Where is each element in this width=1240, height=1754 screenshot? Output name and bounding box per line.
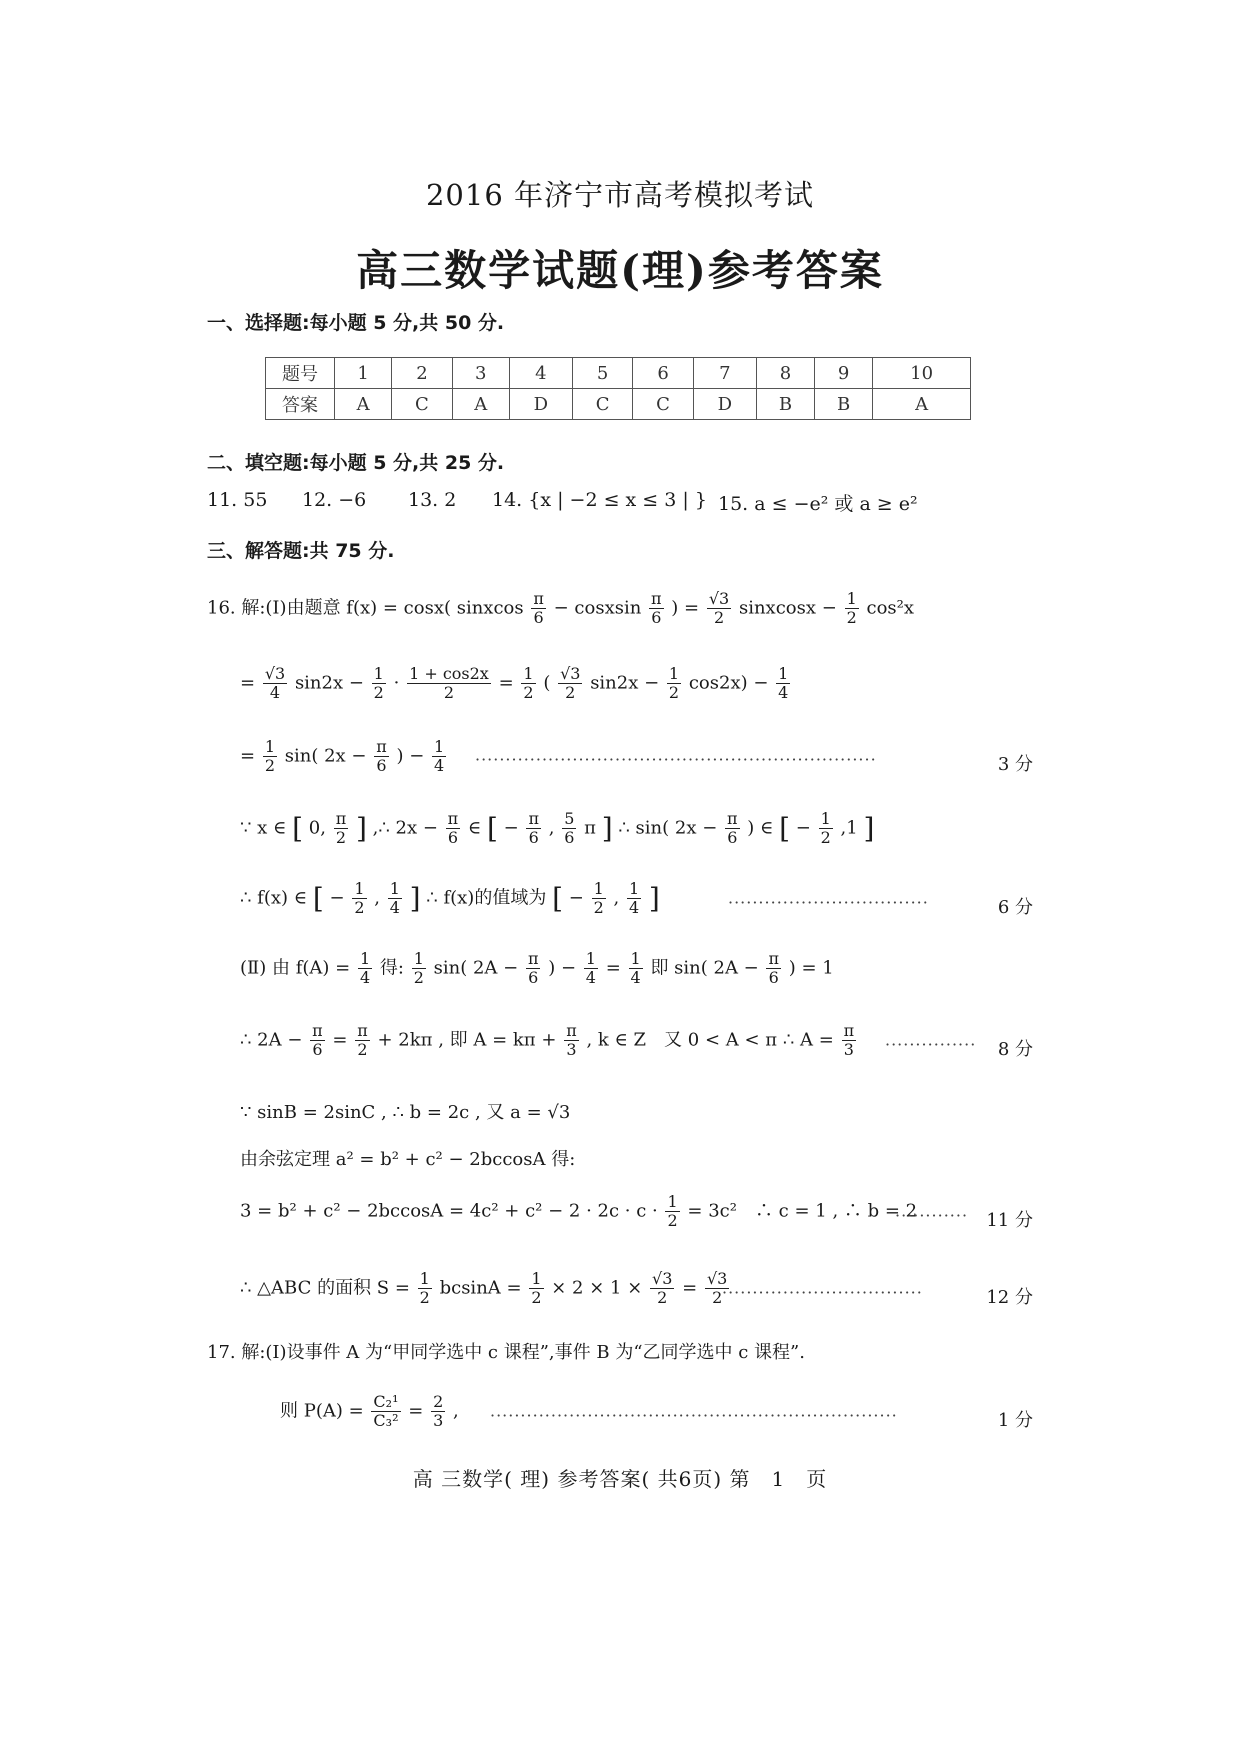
numerator: π <box>843 1021 855 1040</box>
denominator: 6 <box>528 828 539 847</box>
numerator: 1 <box>413 949 424 968</box>
denominator: 4 <box>630 968 641 987</box>
fill-answer-12: 12. −6 <box>302 489 367 511</box>
numerator: 2 <box>433 1392 444 1411</box>
fraction <box>418 1270 432 1307</box>
numerator: 1 <box>820 809 831 828</box>
fill-answer-15: 15. a ≤ −e² 或 a ≥ e² <box>718 493 918 515</box>
denominator: 6 <box>768 968 779 987</box>
text: 16. 解:(Ⅰ)由题意 f(x) = cosx( sinxcos <box>207 597 524 619</box>
text: − <box>503 817 519 839</box>
denominator: 4 <box>434 756 445 775</box>
text: 得: <box>379 957 404 979</box>
q16-line-9: 由余弦定理 a² = b² + c² − 2bccosA 得: <box>240 1149 576 1170</box>
q17-line-2 <box>280 1393 459 1430</box>
fraction <box>629 950 643 987</box>
fraction <box>412 950 426 987</box>
bracket: ] <box>409 882 421 915</box>
section-fill-heading: 二、填空题:每小题 5 分,共 25 分. <box>207 452 505 474</box>
denominator: 6 <box>312 1040 323 1059</box>
fraction <box>650 1270 674 1307</box>
denominator: 2 <box>531 1288 542 1307</box>
denominator: 2 <box>335 828 347 847</box>
score-leader: ································· <box>722 1283 923 1302</box>
text: π <box>584 817 596 839</box>
denominator: 4 <box>269 683 281 702</box>
fraction <box>558 665 582 702</box>
denominator: 2 <box>264 756 276 775</box>
text: ∵ x ∈ <box>240 817 287 839</box>
text: = <box>332 1029 348 1051</box>
text: ) − <box>396 745 425 767</box>
fraction <box>627 880 641 917</box>
number-cell: 5 <box>572 358 632 389</box>
answer-cell: D <box>693 389 756 420</box>
numerator: 1 <box>389 879 400 898</box>
text: = <box>240 672 256 694</box>
fraction <box>592 880 606 917</box>
denominator: 2 <box>565 683 576 702</box>
bracket: ] <box>863 812 875 845</box>
answer-cell: A <box>452 389 509 420</box>
fraction <box>526 950 541 987</box>
text: , k ∈ Z 又 0 < A < π ∴ A = <box>586 1029 834 1051</box>
fraction <box>584 950 598 987</box>
number-cell: 4 <box>509 358 572 389</box>
numerator: 1 <box>531 1269 542 1288</box>
score-leader: ············ <box>895 1206 969 1225</box>
score-label: 6 分 <box>997 897 1033 918</box>
denominator: 6 <box>528 968 539 987</box>
exam-title: 高三数学试题(理)参考答案 <box>356 246 884 295</box>
table-row-numbers <box>266 358 971 389</box>
fraction <box>355 1022 370 1059</box>
denominator: 4 <box>778 683 789 702</box>
numerator: π <box>651 589 662 608</box>
table-row-answers <box>266 389 971 420</box>
denominator: 2 <box>657 1288 668 1307</box>
fraction <box>766 950 781 987</box>
text: ,1 <box>840 817 858 839</box>
row-label-number: 题号 <box>266 358 335 389</box>
answer-cell: C <box>633 389 693 420</box>
bracket: ] <box>355 812 367 845</box>
fraction <box>521 665 535 702</box>
numerator: π <box>357 1021 368 1040</box>
answer-cell: B <box>815 389 873 420</box>
text: ) = 1 <box>788 957 834 979</box>
text: ∈ <box>467 817 482 839</box>
q16-line-2 <box>240 665 792 702</box>
score-label: 1 分 <box>997 1410 1033 1431</box>
text: ∴ 2A − <box>240 1029 303 1051</box>
fraction <box>707 590 731 627</box>
exam-subtitle: 2016 年济宁市高考模拟考试 <box>425 178 815 212</box>
text: ) ∈ <box>747 817 774 839</box>
numerator: 1 <box>264 737 276 756</box>
denominator: 2 <box>593 898 604 917</box>
numerator: π <box>335 809 347 828</box>
score-leader: ··································································· <box>490 1406 898 1425</box>
fraction <box>372 665 386 702</box>
q16-line-5 <box>240 880 660 917</box>
fraction <box>388 880 402 917</box>
answer-cell: C <box>572 389 632 420</box>
fraction <box>446 810 461 847</box>
denominator: 2 <box>413 968 424 987</box>
denominator: 2 <box>667 1211 678 1230</box>
text: 即 sin( 2A − <box>650 957 759 979</box>
bracket: [ <box>779 812 791 845</box>
text: bcsinA = <box>439 1277 522 1299</box>
denominator: 3 <box>433 1411 444 1430</box>
denominator: 2 <box>373 683 384 702</box>
text: = <box>240 745 256 767</box>
text: , <box>452 1400 459 1422</box>
text: sin2x − <box>590 672 660 694</box>
numerator: √3 <box>264 664 286 683</box>
section-choice-heading: 一、选择题:每小题 5 分,共 50 分. <box>207 312 505 334</box>
fraction <box>263 738 277 775</box>
score-label: 11 分 <box>986 1210 1033 1231</box>
numerator: 1 <box>593 879 604 898</box>
numerator: 1 + cos2x <box>409 664 489 683</box>
text: ∴ △ABC 的面积 S = <box>240 1277 410 1299</box>
text: , <box>613 887 620 909</box>
q16-line-1 <box>207 590 914 627</box>
text: = <box>498 672 514 694</box>
text: − <box>795 817 811 839</box>
text: sin( 2A − <box>433 957 519 979</box>
text: ( <box>543 672 551 694</box>
fraction <box>531 590 546 627</box>
fraction <box>371 1393 400 1430</box>
bracket: ] <box>648 882 660 915</box>
fraction <box>667 665 681 702</box>
number-cell: 10 <box>873 358 971 389</box>
score-label: 12 分 <box>986 1287 1033 1308</box>
numerator: 1 <box>628 879 640 898</box>
q16-line-11 <box>240 1270 731 1307</box>
numerator: 1 <box>667 1192 678 1211</box>
numerator: 1 <box>434 737 445 756</box>
fraction <box>529 1270 543 1307</box>
numerator: π <box>527 949 539 968</box>
numerator: π <box>376 737 387 756</box>
text: = <box>605 957 621 979</box>
text: sin2x − <box>294 672 364 694</box>
numerator: 1 <box>373 664 384 683</box>
score-leader: ·································································· <box>475 750 877 769</box>
text: = <box>682 1277 698 1299</box>
row-label-answer: 答案 <box>266 389 335 420</box>
text: − <box>568 887 584 909</box>
q16-line-7 <box>240 1022 858 1059</box>
numerator: 1 <box>419 1269 430 1288</box>
text: (Ⅱ) 由 f(A) = <box>240 957 351 979</box>
q16-line-4 <box>240 810 874 847</box>
numerator: 1 <box>585 949 596 968</box>
denominator: 2 <box>419 1288 430 1307</box>
score-leader: ································· <box>728 893 929 912</box>
text: ,∴ 2x − <box>372 817 438 839</box>
section-solve-heading: 三、解答题:共 75 分. <box>207 540 395 562</box>
bracket: ] <box>601 812 613 845</box>
number-cell: 3 <box>452 358 509 389</box>
answer-table <box>265 357 971 420</box>
fraction <box>842 1022 857 1059</box>
fraction <box>432 738 446 775</box>
denominator: 4 <box>585 968 596 987</box>
denominator: C₃² <box>373 1411 399 1430</box>
fraction <box>776 665 790 702</box>
fraction <box>334 810 349 847</box>
numerator: C₂¹ <box>373 1392 399 1411</box>
numerator: π <box>768 949 779 968</box>
denominator: 2 <box>668 683 680 702</box>
answer-cell: D <box>509 389 572 420</box>
fill-answer-11: 11. 55 <box>207 489 268 511</box>
text: + 2kπ , 即 A = kπ + <box>377 1029 557 1051</box>
answer-cell: B <box>756 389 814 420</box>
fraction <box>725 810 740 847</box>
text: cos2x) − <box>688 672 769 694</box>
fraction <box>407 665 491 702</box>
numerator: √3 <box>652 1269 673 1288</box>
answer-cell: C <box>392 389 452 420</box>
fill-answer-14: 14. {x | −2 ≤ x ≤ 3 | } <box>492 489 707 511</box>
denominator: 2 <box>846 608 857 627</box>
denominator: 6 <box>533 608 544 627</box>
text: − <box>329 887 345 909</box>
denominator: 2 <box>820 828 831 847</box>
fraction <box>564 1022 579 1059</box>
number-cell: 9 <box>815 358 873 389</box>
fraction <box>263 665 287 702</box>
fraction <box>374 738 389 775</box>
numerator: 5 <box>564 809 575 828</box>
text: − cosxsin <box>553 597 642 619</box>
fill-answer-13: 13. 2 <box>408 489 457 511</box>
numerator: π <box>533 589 544 608</box>
bracket: [ <box>552 882 564 915</box>
denominator: 6 <box>727 828 738 847</box>
q16-line-10 <box>240 1193 917 1230</box>
text: , <box>374 887 380 909</box>
fraction <box>431 1393 445 1430</box>
denominator: 6 <box>564 828 575 847</box>
text: , <box>548 817 555 839</box>
score-label: 8 分 <box>997 1039 1033 1060</box>
numerator: π <box>727 809 738 828</box>
text: = 3c² ∴ c = 1 , ∴ b = 2 <box>687 1200 918 1222</box>
text: ∴ f(x)的值域为 <box>426 887 547 909</box>
text: ∴ sin( 2x − <box>618 817 718 839</box>
q16-line-3 <box>240 738 448 775</box>
fraction <box>310 1022 325 1059</box>
page-footer: 高 三数学( 理) 参考答案( 共6页) 第 1 页 <box>412 1467 828 1491</box>
numerator: √3 <box>706 1269 728 1288</box>
text: 0, <box>308 817 326 839</box>
answer-cell: A <box>873 389 971 420</box>
q16-line-6 <box>240 950 834 987</box>
answer-cell: A <box>335 389 392 420</box>
numerator: π <box>312 1021 323 1040</box>
fraction <box>819 810 833 847</box>
denominator: 6 <box>376 756 387 775</box>
denominator: 2 <box>354 898 365 917</box>
text: ) = <box>671 597 700 619</box>
fraction <box>352 880 366 917</box>
denominator: 2 <box>523 683 534 702</box>
score-label: 3 分 <box>997 754 1033 775</box>
q17-line-1: 17. 解:(Ⅰ)设事件 A 为“甲同学选中 c 课程”,事件 B 为“乙同学选中 c 课程”. <box>207 1342 805 1363</box>
denominator: 2 <box>357 1040 368 1059</box>
text: × 2 × 1 × <box>551 1277 643 1299</box>
numerator: 1 <box>523 664 534 683</box>
text: · <box>393 672 400 694</box>
denominator: 6 <box>447 828 459 847</box>
denominator: 6 <box>651 608 662 627</box>
fraction <box>665 1193 679 1230</box>
denominator: 4 <box>359 968 371 987</box>
fraction <box>649 590 664 627</box>
denominator: 2 <box>713 608 725 627</box>
text: sin( 2x − <box>284 745 367 767</box>
text: 则 P(A) = <box>280 1400 364 1422</box>
score-leader: ··············· <box>885 1035 977 1054</box>
number-cell: 2 <box>392 358 452 389</box>
denominator: 3 <box>566 1040 577 1059</box>
bracket: [ <box>486 812 498 845</box>
q16-line-8: ∵ sinB = 2sinC , ∴ b = 2c , 又 a = √3 <box>240 1102 571 1123</box>
denominator: 4 <box>389 898 400 917</box>
bracket: [ <box>292 812 304 845</box>
numerator: π <box>447 809 459 828</box>
text: ∴ f(x) ∈ <box>240 887 308 909</box>
fraction <box>562 810 576 847</box>
text: cos²x <box>866 597 915 619</box>
numerator: √3 <box>560 664 581 683</box>
number-cell: 8 <box>756 358 814 389</box>
denominator: 4 <box>628 898 640 917</box>
number-cell: 7 <box>693 358 756 389</box>
text: ) − <box>548 957 577 979</box>
numerator: √3 <box>708 589 730 608</box>
number-cell: 6 <box>633 358 693 389</box>
numerator: 1 <box>354 879 365 898</box>
text: 3 = b² + c² − 2bccosA = 4c² + c² − 2 · 2c · c · <box>240 1200 658 1222</box>
bracket: [ <box>312 882 324 915</box>
numerator: 1 <box>630 949 641 968</box>
numerator: π <box>566 1021 577 1040</box>
text: sinxcosx − <box>738 597 837 619</box>
numerator: 1 <box>846 589 857 608</box>
number-cell: 1 <box>335 358 392 389</box>
denominator: 3 <box>843 1040 854 1059</box>
numerator: 1 <box>778 664 789 683</box>
fraction <box>526 810 541 847</box>
fraction <box>845 590 859 627</box>
text: = <box>408 1400 424 1422</box>
numerator: π <box>528 809 539 828</box>
numerator: 1 <box>668 664 680 683</box>
fraction <box>358 950 372 987</box>
numerator: 1 <box>359 949 371 968</box>
denominator: 2 <box>443 683 455 702</box>
denominator: 2 <box>712 1288 723 1307</box>
